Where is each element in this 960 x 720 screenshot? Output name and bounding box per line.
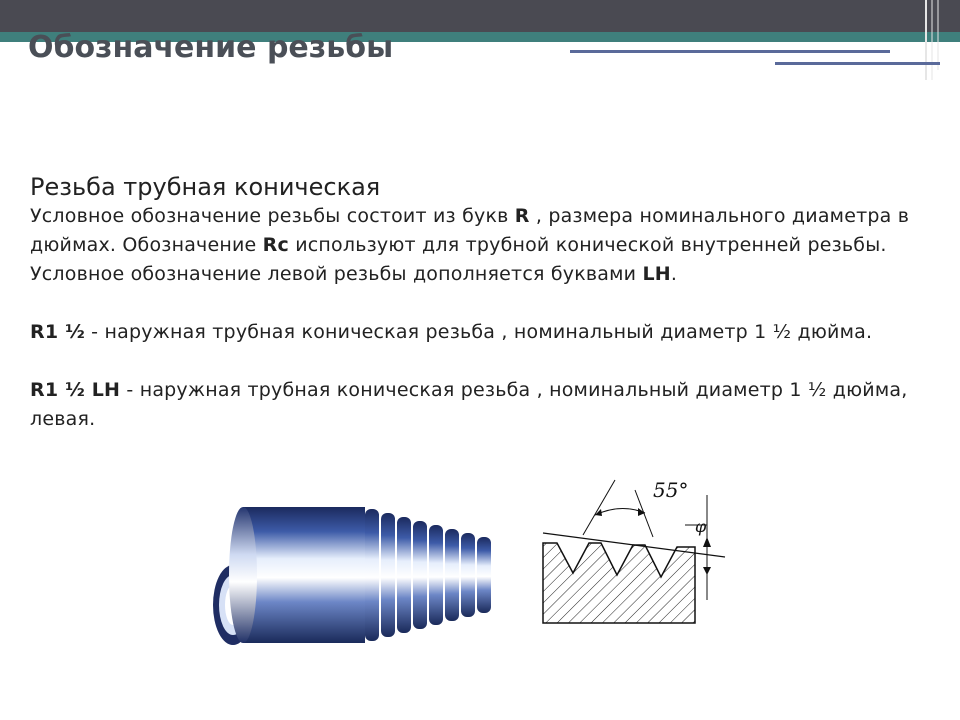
letter-rc: Rc [262, 234, 289, 256]
angle-label: 55° [653, 478, 689, 502]
letter-r: R [514, 205, 530, 227]
thread-profile-diagram [535, 475, 735, 630]
threaded-pipe-illustration [205, 495, 505, 655]
content-area [30, 172, 910, 434]
example-2-text: - наружная трубная коническая резьба , номинальный диаметр 1 ½ дюйма, левая. [30, 379, 908, 430]
example-2-code: R1 ½ LH [30, 379, 121, 401]
description-text-2: , размера номинального диаметра в дюймах. Обозначение [30, 205, 910, 256]
description-text-3: используют для трубной конической внутренней резьбы. Условное обозначение левой резьбы дополняется буквами [30, 234, 887, 285]
slide-title: Обозначение резьбы [28, 30, 394, 65]
description-text-1: Условное обозначение резьбы состоит из букв [30, 205, 515, 227]
title-decoration-line [570, 50, 890, 53]
example-2 [30, 376, 910, 434]
top-bar [0, 0, 960, 32]
phi-label: φ [695, 517, 707, 536]
subheading: Резьба трубная коническая [30, 173, 381, 201]
example-1-text: - наружная трубная коническая резьба , номинальный диаметр 1 ½ дюйма. [84, 321, 873, 343]
description-paragraph [30, 202, 910, 289]
example-1-code: R1 ½ [30, 321, 85, 343]
corner-decoration [920, 0, 960, 80]
description-text-4: . [670, 263, 678, 285]
letter-lh: LH [642, 263, 671, 285]
example-1 [30, 318, 910, 347]
title-decoration-line-lower [775, 62, 940, 65]
